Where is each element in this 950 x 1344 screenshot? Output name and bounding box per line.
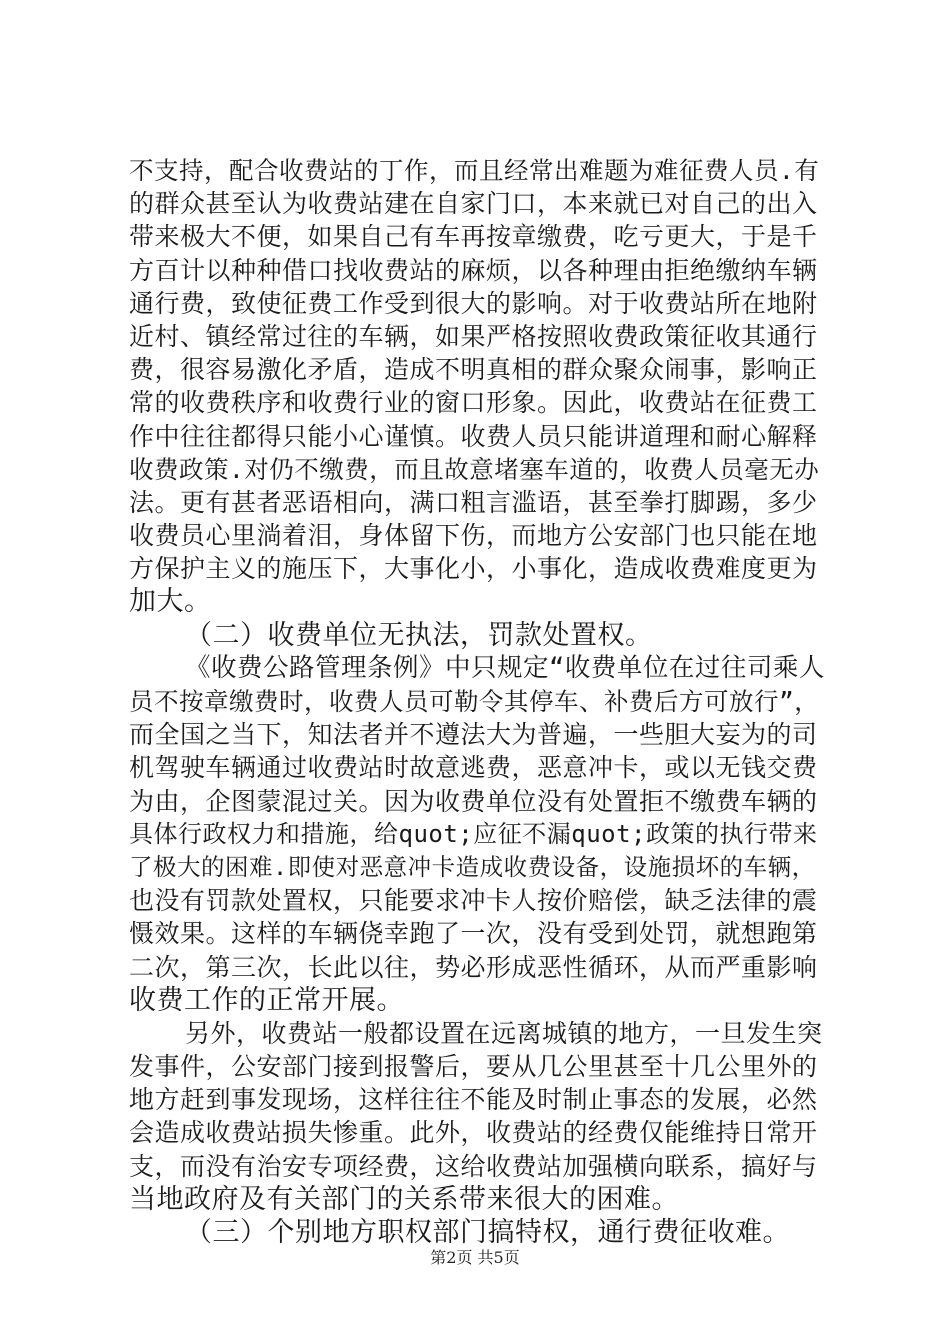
- text-line: 另外，收费站一般都设置在远离城镇的地方，一旦发生突: [185, 1018, 823, 1048]
- text-line: 方保护主义的施压下，大事化小，小事化，造成收费难度更为: [129, 554, 818, 584]
- text-line: 也没有罚款处置权，只能要求冲卡人按价赔偿，缺乏法律的震: [129, 886, 818, 916]
- section-heading: （三）个别地方职权部门搞特权，通行费征收难。: [185, 1217, 790, 1248]
- text-line: 了极大的困难.即使对恶意冲卡造成收费设备，设施损坏的车辆，: [129, 852, 816, 881]
- text-line: 通行费，致使征费工作受到很大的影响。对于收费站所在地附: [129, 288, 818, 318]
- text-line: 近村、镇经常过往的车辆，如果严格按照收费政策征收其通行: [129, 321, 818, 351]
- section-heading: （二）收费单位无执法，罚款处置权。: [185, 619, 653, 651]
- text-line: 作中往往都得只能小心谨慎。收费人员只能讲道理和耐心解释: [129, 421, 818, 451]
- text-line: 费，很容易激化矛盾，造成不明真相的群众聚众闹事，影响正: [129, 355, 818, 385]
- text-line: 收费员心里淌着泪，身体留下伤，而地方公安部门也只能在地: [129, 521, 818, 551]
- text-line: 支，而没有治安专项经费，这给收费站加强横向联系，搞好与: [129, 1151, 818, 1181]
- text-line: 机驾驶车辆通过收费站时故意逃费，恶意冲卡，或以无钱交费: [129, 753, 818, 783]
- text-line: 收费工作的正常开展。: [129, 984, 404, 1016]
- text-line: 员不按章缴费时，收费人员可勒令其停车、补费后方可放行”，: [129, 687, 820, 716]
- text-line: 为由，企图蒙混过关。因为收费单位没有处置拒不缴费车辆的: [129, 786, 818, 816]
- text-line: 带来极大不便，如果自己有车再按章缴费，吃亏更大，于是千: [129, 222, 818, 252]
- text-line: 不支持，配合收费站的丁作，而且经常出难题为难征费人员.有: [129, 156, 820, 185]
- text-line: 法。更有甚者恶语相向，满口粗言滥语，甚至拳打脚踢，多少: [129, 487, 818, 517]
- text-line: 加大。: [129, 586, 212, 618]
- text-line: 而全国之当下，知法者并不遵法大为普遍，一些胆大妄为的司: [129, 720, 818, 750]
- text-line: 《收费公路管理条例》中只规定“收费单位在过往司乘人: [185, 652, 825, 683]
- text-line: 具体行政权力和措施，给quot;应征不漏quot;政策的执行带来: [129, 819, 818, 848]
- text-line: 地方赶到事发现场，这样往往不能及时制止事态的发展，必然: [129, 1085, 818, 1115]
- text-line: 会造成收费站损失惨重。此外，收费站的经费仅能维持日常开: [129, 1118, 818, 1148]
- text-line: 方百计以种种借口找收费站的麻烦，以各种理由拒绝缴纳车辆: [129, 255, 818, 285]
- text-line: 常的收费秩序和收费行业的窗口形象。因此，收费站在征费工: [129, 388, 818, 418]
- text-line: 二次，第三次，长此以往，势必形成恶性循环，从而严重影响: [129, 952, 818, 982]
- text-line: 发事件，公安部门接到报警后，要从几公里甚至十几公里外的: [129, 1052, 818, 1082]
- document-body: [129, 154, 829, 1249]
- page-number: 第2页 共5页: [430, 1248, 520, 1267]
- text-line: 收费政策.对仍不缴费，而且故意堵塞车道的，收费人员毫无办: [129, 454, 820, 484]
- text-line: 慑效果。这样的车辆侥幸跑了一次，没有受到处罚，就想跑第: [129, 919, 818, 949]
- text-line: 当地政府及有关部门的关系带来很大的困难。: [129, 1183, 679, 1215]
- page-footer: [0, 1245, 950, 1268]
- text-line: 的群众甚至认为收费站建在自家门口，本来就已对自己的出入: [129, 189, 818, 219]
